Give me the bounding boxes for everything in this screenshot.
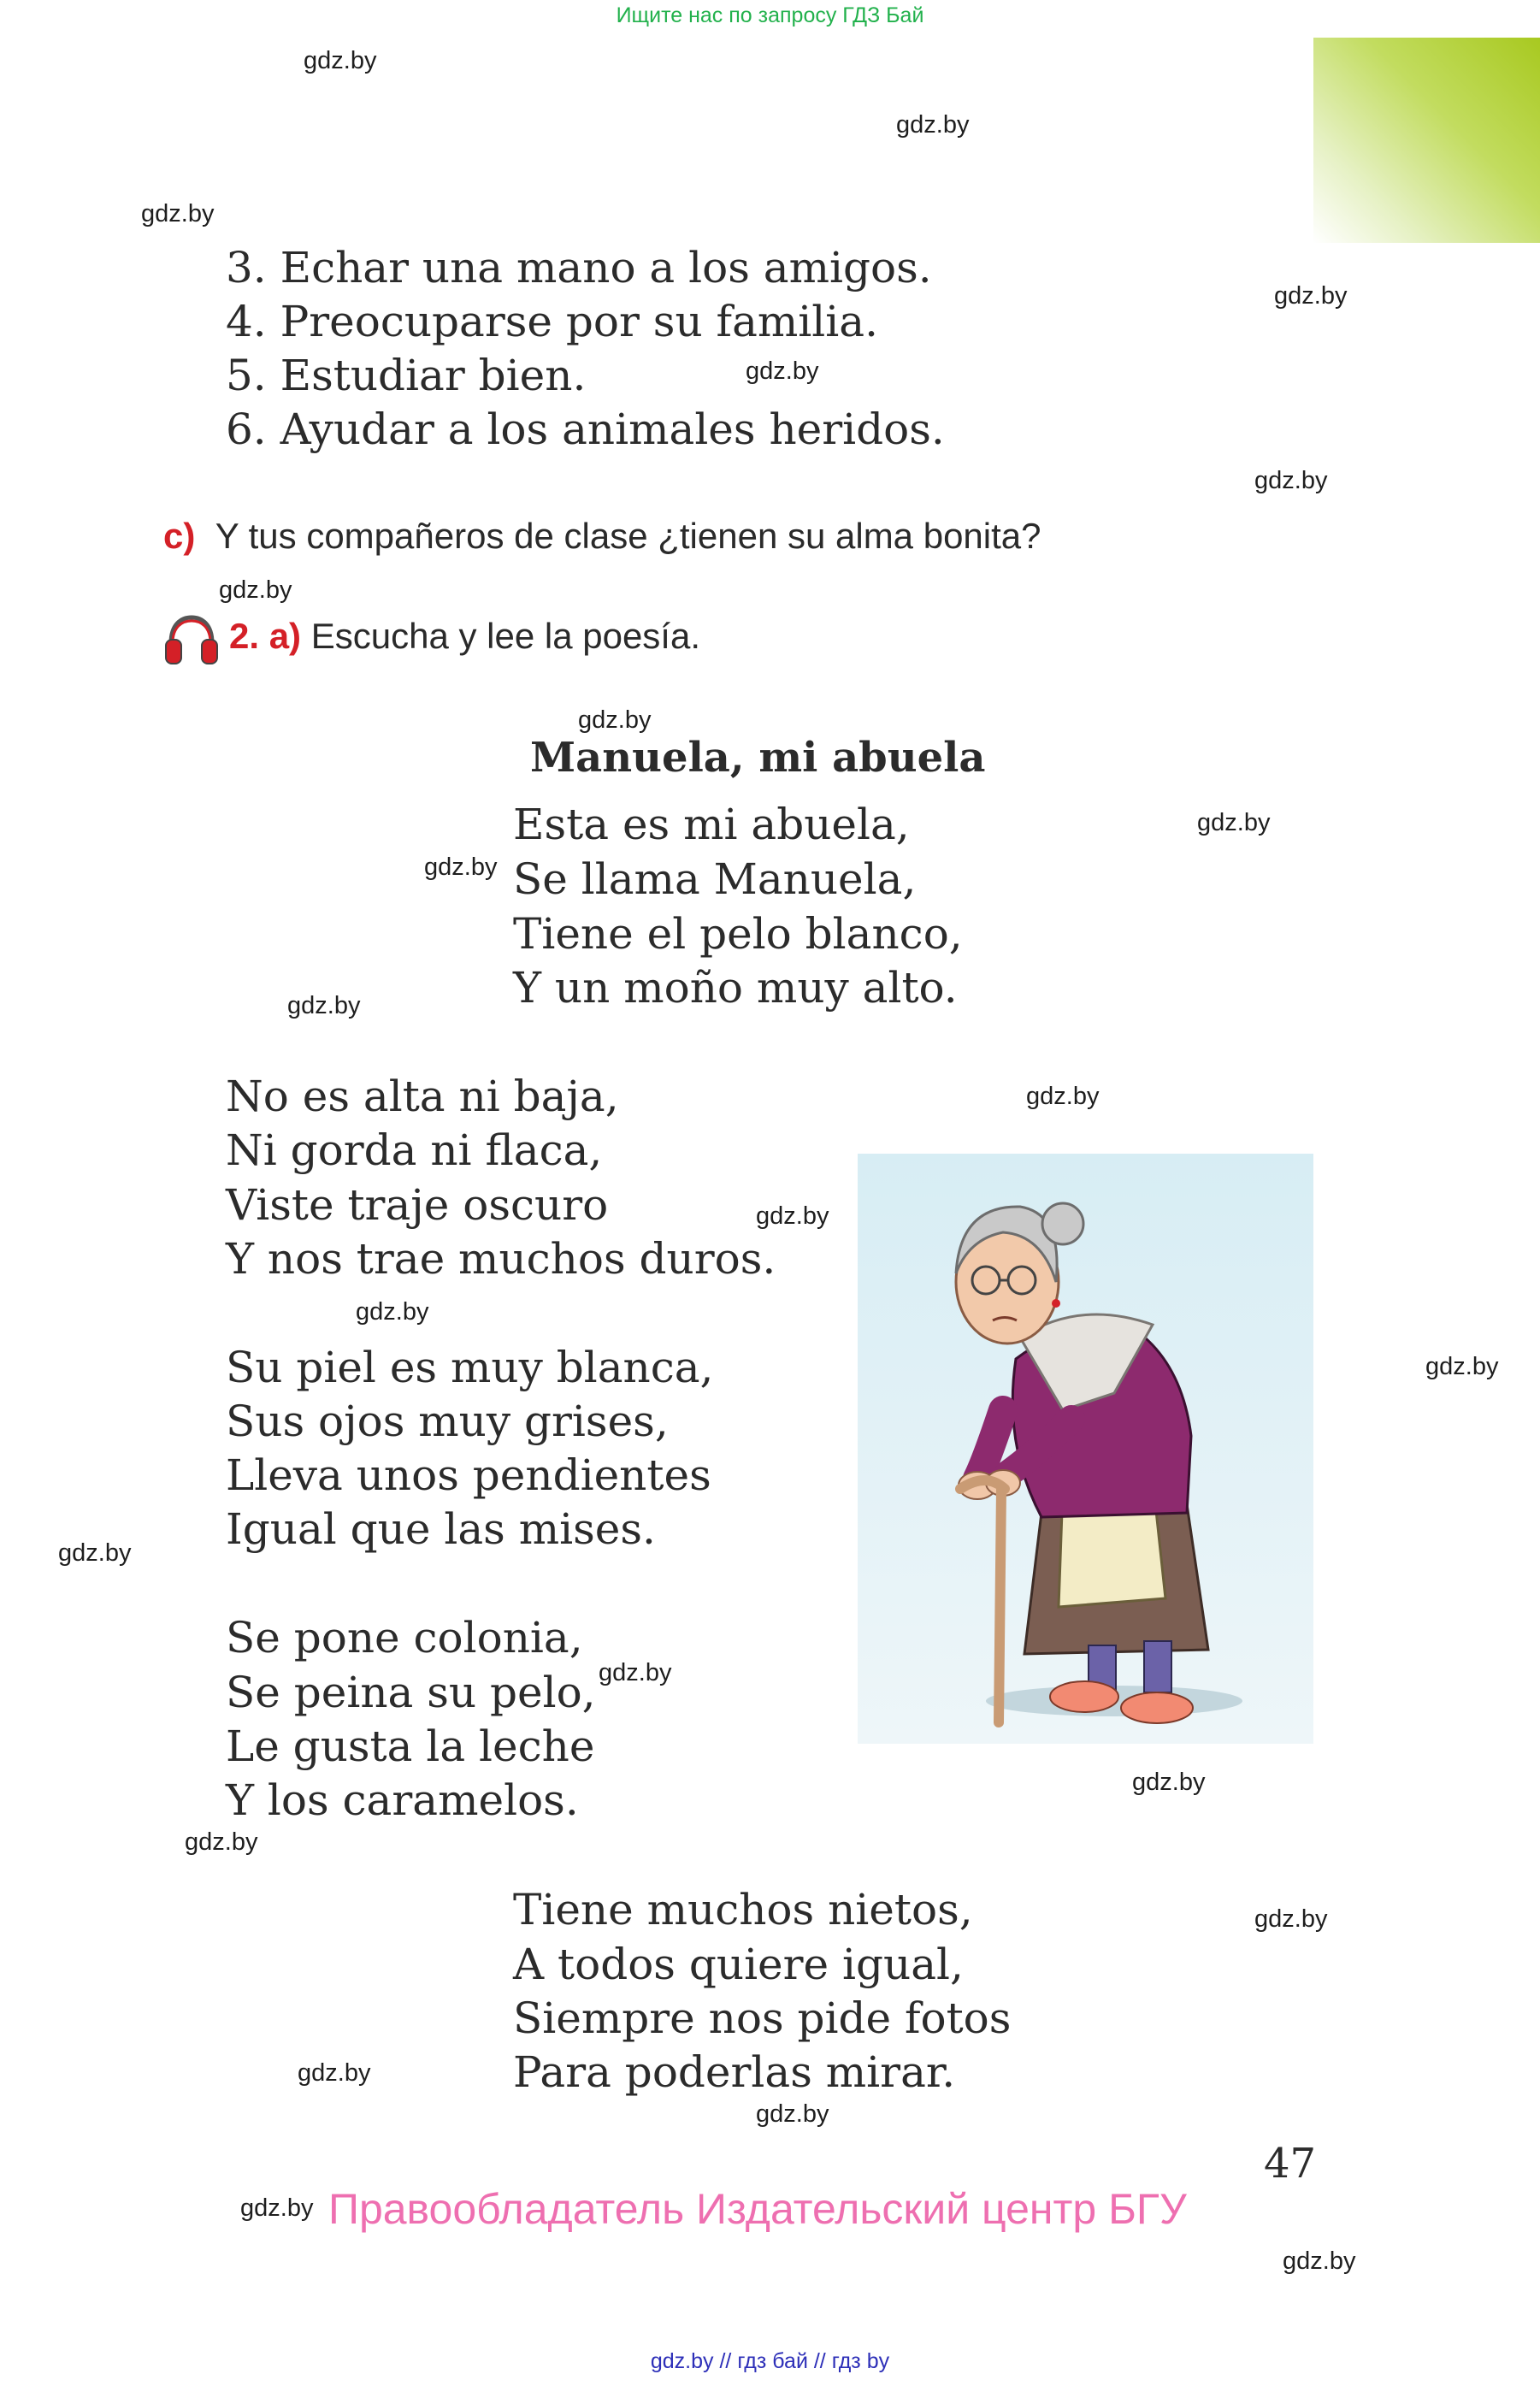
poem-title: Manuela, mi abuela	[530, 734, 986, 782]
poem-line: Sus ojos muy grises,	[226, 1397, 669, 1446]
poem-line: Y los caramelos.	[226, 1775, 579, 1825]
watermark: gdz.by	[298, 2059, 371, 2087]
poem-line: Lleva unos pendientes	[226, 1450, 711, 1500]
poem-line: Para poderlas mirar.	[513, 2047, 956, 2097]
poem-line: A todos quiere igual,	[513, 1940, 964, 1989]
task-c-text: Y tus compañeros de clase ¿tienen su alma bonita?	[215, 516, 1041, 556]
poem-line: No es alta ni baja,	[226, 1072, 619, 1121]
poem-line: Su piel es muy blanca,	[226, 1343, 714, 1392]
watermark: gdz.by	[756, 1202, 829, 1230]
watermark: gdz.by	[185, 1828, 258, 1856]
poem-line: Viste traje oscuro	[226, 1180, 609, 1230]
poem-line: Tiene muchos nietos,	[513, 1885, 973, 1934]
poem-line: Ni gorda ni flaca,	[226, 1125, 603, 1175]
list-item: 5. Estudiar bien.	[226, 351, 587, 400]
poem-line: Y nos trae muchos duros.	[226, 1234, 776, 1284]
poem-line: Se pone colonia,	[226, 1613, 583, 1663]
watermark: gdz.by	[1283, 2247, 1356, 2275]
poem-line: Se peina su pelo,	[226, 1668, 596, 1717]
poem-line: Le gusta la leche	[226, 1722, 595, 1771]
corner-decoration	[1313, 38, 1540, 243]
task-c-marker: c)	[163, 516, 196, 556]
top-banner: Ищите нас по запросу ГДЗ Бай	[616, 3, 924, 27]
watermark: gdz.by	[219, 576, 292, 604]
watermark: gdz.by	[599, 1659, 672, 1686]
list-item: 4. Preocuparse por su familia.	[226, 297, 878, 346]
watermark: gdz.by	[58, 1539, 132, 1567]
list-item: 6. Ayudar a los animales heridos.	[226, 405, 945, 454]
watermark: gdz.by	[1197, 809, 1271, 836]
watermark: gdz.by	[1132, 1769, 1206, 1796]
bottom-links[interactable]: gdz.by // гдз бай // гдз by	[650, 2349, 890, 2373]
grandmother-illustration	[858, 1154, 1313, 1744]
list-item: 3. Echar una mano a los amigos.	[226, 243, 932, 292]
watermark: gdz.by	[1026, 1083, 1100, 1110]
poem-line: Y un moño muy alto.	[513, 963, 958, 1013]
task-2a-marker: 2. a)	[229, 616, 302, 656]
watermark: gdz.by	[896, 111, 970, 139]
watermark: gdz.by	[304, 47, 377, 74]
headphones-icon	[162, 612, 221, 665]
watermark: gdz.by	[1274, 282, 1348, 310]
watermark: gdz.by	[424, 853, 498, 881]
task-c	[163, 516, 1041, 557]
page-number: 47	[1264, 2140, 1317, 2188]
watermark: gdz.by	[356, 1298, 429, 1326]
task-2a	[229, 616, 700, 657]
task-2a-text: Escucha y lee la poesía.	[310, 616, 700, 656]
watermark: gdz.by	[578, 706, 652, 734]
watermark: gdz.by	[1425, 1353, 1499, 1380]
watermark: gdz.by	[240, 2194, 314, 2222]
watermark: gdz.by	[141, 200, 215, 227]
watermark: gdz.by	[1254, 1905, 1328, 1933]
rights-holder: Правообладатель Издательский центр БГУ	[328, 2185, 1187, 2233]
watermark: gdz.by	[746, 357, 819, 385]
poem-line: Siempre nos pide fotos	[513, 1993, 1012, 2043]
watermark: gdz.by	[756, 2100, 829, 2128]
poem-line: Tiene el pelo blanco,	[513, 909, 963, 959]
poem-line: Se llama Manuela,	[513, 854, 917, 904]
watermark: gdz.by	[287, 992, 361, 1019]
poem-line: Esta es mi abuela,	[513, 800, 910, 849]
watermark: gdz.by	[1254, 467, 1328, 494]
poem-line: Igual que las mises.	[226, 1504, 656, 1554]
